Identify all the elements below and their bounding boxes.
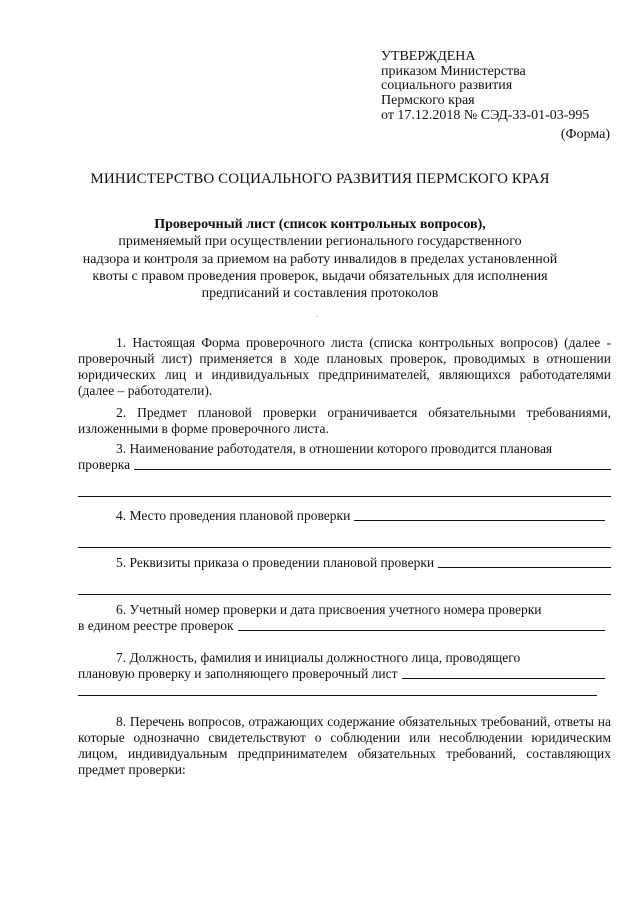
paragraph-8: [78, 714, 611, 778]
paragraph-6: [78, 602, 611, 634]
paragraph-5-label: 5. Реквизиты приказа о проведении плановой проверки: [116, 555, 435, 570]
paragraph-6-text: 6. Учетный номер проверки и дата присвоения учетного номера проверки: [116, 602, 542, 617]
paragraph-3-label: проверка: [78, 456, 131, 472]
inspection-place-field-line-2[interactable]: [78, 546, 611, 548]
paragraph-4: [78, 508, 611, 548]
paragraph-3: [78, 441, 611, 497]
paragraph-7: [78, 650, 611, 696]
inspector-row: [78, 666, 611, 682]
registry-number-field[interactable]: [238, 629, 605, 631]
paragraph-2-text: 2. Предмет плановой проверки ограничивается обязательными требованиями, изложенными в форме проверочного листа.: [78, 405, 611, 436]
approval-line-region: Пермского края: [381, 93, 475, 109]
approval-stamp: [381, 50, 631, 123]
title-bold: Проверочный лист (список контрольных вопросов),: [154, 217, 486, 232]
inspection-place-row: [78, 508, 611, 524]
document-title: [60, 216, 580, 303]
paragraph-8-text: 8. Перечень вопросов, отражающих содержание обязательных требований, ответы на которые однозначно свидетельствуют о соблюдении или несоблюдении юридическим лицом, индивидуальным предпринимателем обязательных требований, составляющих предмет проверки:: [78, 714, 611, 777]
paragraph-7-text: 7. Должность, фамилия и инициалы должностного лица, проводящего: [116, 650, 521, 665]
approval-heading: УТВЕРЖДЕНА: [381, 49, 476, 64]
paragraph-1-text: 1. Настоящая Форма проверочного листа (списка контрольных вопросов) (далее - проверочный лист) применяется в ходе плановых проверок, проводимых в отношении юридических лиц и индивидуальных предпринимателей, являющихся работодателями (далее – работодатели).: [78, 335, 611, 398]
paragraph-2: [78, 405, 611, 437]
approval-line-ministry: социального развития: [381, 78, 513, 94]
order-details-field-line-2[interactable]: [78, 593, 611, 595]
registry-number-row: [78, 618, 611, 634]
inspector-field[interactable]: [402, 677, 605, 679]
ministry-heading: МИНИСТЕРСТВО СОЦИАЛЬНОГО РАЗВИТИЯ ПЕРМСКОГО КРАЯ: [90, 171, 550, 187]
paragraph-1: [78, 335, 611, 399]
paragraph-7-label: плановую проверку и заполняющего проверочный лист: [78, 665, 398, 681]
order-details-row: [78, 555, 611, 571]
title-line-1: применяемый при осуществлении регионального государственного: [118, 234, 522, 250]
employer-name-field[interactable]: [134, 468, 611, 470]
order-details-field[interactable]: [438, 566, 611, 568]
paragraph-5: [78, 555, 611, 595]
employer-name-field-line-2[interactable]: [78, 495, 611, 497]
approval-line-date: от 17.12.2018 № СЭД-33-01-03-995: [381, 107, 590, 123]
paragraph-4-label: 4. Место проведения плановой проверки: [116, 508, 351, 523]
approval-line-order: приказом Министерства: [381, 63, 526, 79]
title-line-3: квоты с правом проведения проверок, выдачи обязательных для исполнения: [92, 269, 548, 285]
employer-name-row: [78, 457, 611, 473]
form-note: (Форма): [560, 127, 610, 142]
inspection-place-field[interactable]: [354, 519, 605, 521]
separator-dot: .: [316, 309, 319, 320]
title-line-2: надзора и контроля за приемом на работу инвалидов в пределах установленной: [82, 251, 558, 267]
title-line-4: предписаний и составления протоколов: [201, 286, 439, 302]
paragraph-3-text: 3. Наименование работодателя, в отношении которого проводится плановая: [116, 441, 553, 456]
inspector-field-line-2[interactable]: [78, 694, 597, 696]
paragraph-6-label: в едином реестре проверок: [78, 617, 234, 633]
